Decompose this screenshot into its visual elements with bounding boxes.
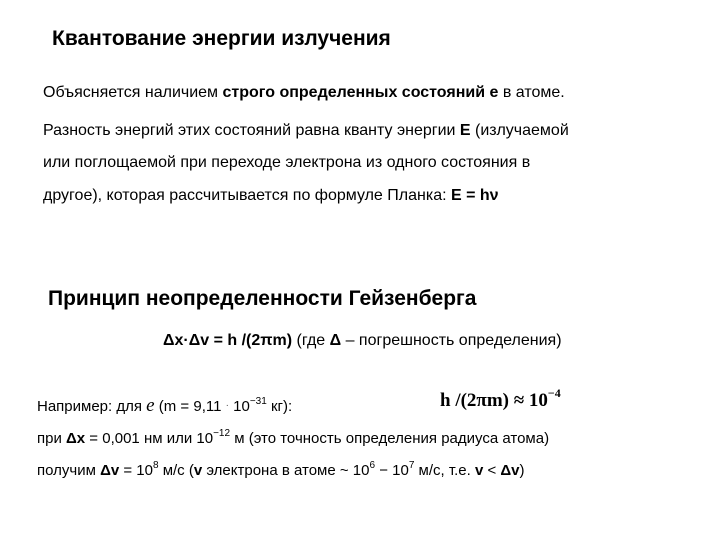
text: кг): xyxy=(266,398,293,415)
text: м/с, т.е. xyxy=(414,462,475,479)
example-line xyxy=(37,395,292,417)
electron-symbol: е xyxy=(146,395,155,416)
delta-symbol: Δ xyxy=(329,332,342,349)
text: h /(2πm) ≈ 10 xyxy=(440,390,548,411)
delta-v: Δv xyxy=(100,462,120,479)
text: при xyxy=(37,430,67,447)
text: Объясняется наличием xyxy=(43,84,223,101)
text: = 10 xyxy=(119,462,153,479)
exponent: 8 xyxy=(152,460,159,471)
text: (m = 9,11 xyxy=(154,398,226,415)
result-line xyxy=(37,462,525,479)
text: ) xyxy=(519,462,525,479)
section-title-heisenberg: Принцип неопределенности Гейзенберга xyxy=(48,287,477,310)
h-over-2pim-value xyxy=(440,386,561,412)
text: другое), которая рассчитывается по формуле Планка: xyxy=(43,187,451,204)
section-title-quantization: Квантование энергии излучения xyxy=(52,27,391,50)
text: в атоме. xyxy=(498,84,565,101)
paragraph-line-4 xyxy=(43,187,499,205)
dot: · xyxy=(225,400,229,411)
exponent: −4 xyxy=(547,386,561,400)
text: − 10 xyxy=(375,462,409,479)
text: электрона в атоме ~ 10 xyxy=(202,462,370,479)
paragraph-line-2 xyxy=(43,122,569,140)
emphasis: строго определенных состояний е xyxy=(222,84,499,101)
text: < xyxy=(483,462,501,479)
text: м/с ( xyxy=(158,462,194,479)
text: м (это точность определения радиуса атома) xyxy=(230,430,550,447)
formula-main: Δx·Δv = h /(2πm) xyxy=(163,332,293,349)
delta-x-line xyxy=(37,430,549,447)
exponent: −12 xyxy=(213,428,231,439)
text: Разность энергий этих состояний равна кванту энергии xyxy=(43,122,460,139)
delta-x: Δx xyxy=(66,430,86,447)
text: получим xyxy=(37,462,101,479)
uncertainty-formula xyxy=(163,332,562,350)
exponent: 6 xyxy=(369,460,376,471)
planck-formula: E = hν xyxy=(450,187,499,204)
text: 10 xyxy=(228,398,250,415)
text: = 0,001 нм или 10 xyxy=(85,430,214,447)
text: (излучаемой xyxy=(470,122,569,139)
v-symbol: v xyxy=(474,462,484,479)
paragraph-line-1 xyxy=(43,84,565,102)
text: Например: для xyxy=(37,398,147,415)
emphasis: Е xyxy=(459,122,471,139)
delta-v: Δv xyxy=(500,462,520,479)
text: – погрешность определения) xyxy=(341,332,562,349)
exponent: 7 xyxy=(408,460,415,471)
paragraph-line-3: или поглощаемой при переходе электрона из одного состояния в xyxy=(43,154,531,171)
text: (где xyxy=(292,332,330,349)
v-symbol: v xyxy=(193,462,203,479)
exponent: −31 xyxy=(249,396,267,407)
